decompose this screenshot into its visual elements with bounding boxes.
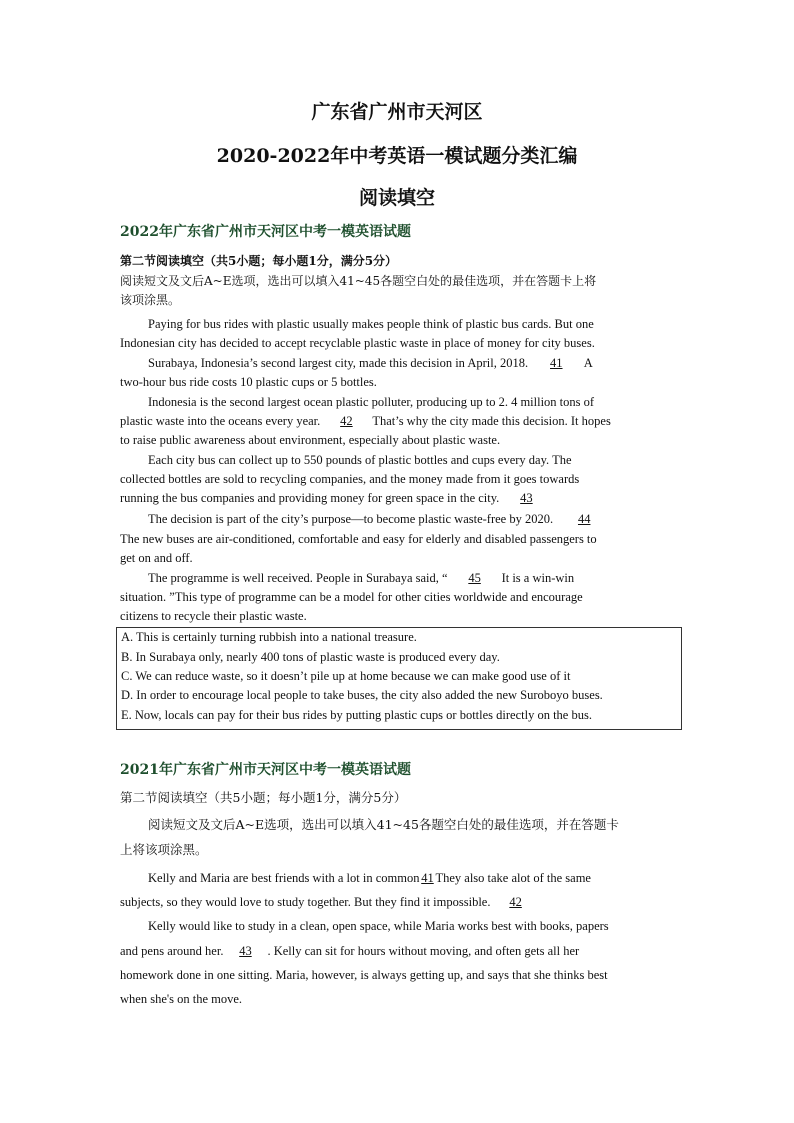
blank-42: 42 xyxy=(340,414,353,428)
passage-text: Kelly and Maria are best friends with a lot in common xyxy=(148,871,420,885)
instruction-line: 阅读短文及文后A~E选项，选出可以填入41~45各题空白处的最佳选项，并在答题卡上将 xyxy=(120,274,597,288)
passage-text: plastic waste into the oceans every year. xyxy=(120,414,321,428)
passage-line: collected bottles are sold to recycling companies, and the money made from it goes towards xyxy=(120,472,580,486)
passage-line: when she's on the move. xyxy=(120,992,243,1006)
blank-44: 44 xyxy=(577,512,591,526)
passage-line: Indonesia is the second largest ocean plastic polluter, producing up to 2. 4 million tons of xyxy=(148,395,595,409)
option-a: A. This is certainly turning rubbish into a national treasure. xyxy=(121,630,417,644)
passage-line xyxy=(120,891,675,913)
passage-text: It is a win-win xyxy=(501,571,575,585)
option-e: E. Now, locals can pay for their bus rides by putting plastic cups or bottles directly on the bus. xyxy=(121,708,592,722)
passage-line xyxy=(120,489,668,508)
passage-text: That’s why the city made this decision. It hopes xyxy=(372,414,611,428)
option-b: B. In Surabaya only, nearly 400 tons of plastic waste is produced every day. xyxy=(121,650,500,664)
passage-line: Kelly would like to study in a clean, open space, while Maria works best with books, papers xyxy=(148,919,609,933)
doc-title-region: 广东省广州市天河区 xyxy=(311,101,483,123)
passage-line: two-hour bus ride costs 10 plastic cups or 5 bottles. xyxy=(120,375,377,389)
options-box xyxy=(116,627,682,730)
doc-title-topic: 阅读填空 xyxy=(358,187,435,209)
section-subheading-2022: 第二节阅读填空（共5小题；每小题1分，满分5分） xyxy=(120,254,398,268)
passage-line: Indonesian city has decided to accept recyclable plastic waste in place of money for city buses. xyxy=(120,336,595,350)
passage-text: A xyxy=(583,356,593,370)
passage-line: Paying for bus rides with plastic usually makes people think of plastic bus cards. But one xyxy=(148,317,594,331)
passage-line xyxy=(148,867,675,889)
blank-45: 45 xyxy=(468,571,481,585)
passage-text: subjects, so they would love to study together. But they find it impossible. xyxy=(120,895,491,909)
passage-line xyxy=(120,412,668,431)
passage-line: The new buses are air-conditioned, comfortable and easy for elderly and disabled passengers to xyxy=(120,532,597,546)
instruction-line: 上将该项涂黑。 xyxy=(120,842,208,857)
option-d: D. In order to encourage local people to take buses, the city also added the new Suroboyo buses. xyxy=(121,688,603,702)
instruction-line: 该项涂黑。 xyxy=(120,293,181,307)
passage-text: . Kelly can sit for hours without moving, and often gets all her xyxy=(267,944,580,958)
passage-line: situation. ”This type of programme can be a model for other cities worldwide and encourage xyxy=(120,590,583,604)
passage-text: The decision is part of the city’s purpose—to become plastic waste-free by 2020. xyxy=(148,512,554,526)
passage-text: They also take alot of the same xyxy=(435,871,591,885)
section-subheading-2021: 第二节阅读填空（共5小题；每小题1分，满分5分） xyxy=(120,790,407,805)
blank-42: 42 xyxy=(509,895,522,909)
passage-line: get on and off. xyxy=(120,551,193,565)
instruction-line: 阅读短文及文后A~E选项，选出可以填入41~45各题空白处的最佳选项，并在答题卡 xyxy=(148,817,619,832)
section-heading-2022: 2022年广东省广州市天河区中考一模英语试题 xyxy=(120,224,411,240)
section-heading-2021: 2021年广东省广州市天河区中考一模英语试题 xyxy=(120,762,411,778)
passage-line: homework done in one sitting. Maria, however, is always getting up, and says that she thinks best xyxy=(120,968,608,982)
passage-text: and pens around her. xyxy=(120,944,224,958)
passage-line xyxy=(148,510,668,529)
passage-line xyxy=(148,354,668,373)
doc-title-main: 2020-2022年中考英语一模试题分类汇编 xyxy=(216,145,578,167)
passage-text: The programme is well received. People in Surabaya said, “ xyxy=(148,571,448,585)
option-c: C. We can reduce waste, so it doesn’t pile up at home because we can make good use of it xyxy=(121,669,571,683)
blank-43: 43 xyxy=(239,944,252,958)
passage-text: Surabaya, Indonesia’s second largest city, made this decision in April, 2018. xyxy=(148,356,529,370)
passage-line: to raise public awareness about environment, especially about plastic waste. xyxy=(120,433,501,447)
blank-41: 41 xyxy=(550,356,563,370)
passage-line: Each city bus can collect up to 550 pounds of plastic bottles and cups every day. The xyxy=(148,453,572,467)
blank-43: 43 xyxy=(520,491,533,505)
passage-line xyxy=(120,940,675,962)
blank-41: 41 xyxy=(421,871,434,885)
passage-line: citizens to recycle their plastic waste. xyxy=(120,609,307,623)
passage-text: running the bus companies and providing money for green space in the city. xyxy=(120,491,500,505)
passage-line xyxy=(148,569,668,588)
